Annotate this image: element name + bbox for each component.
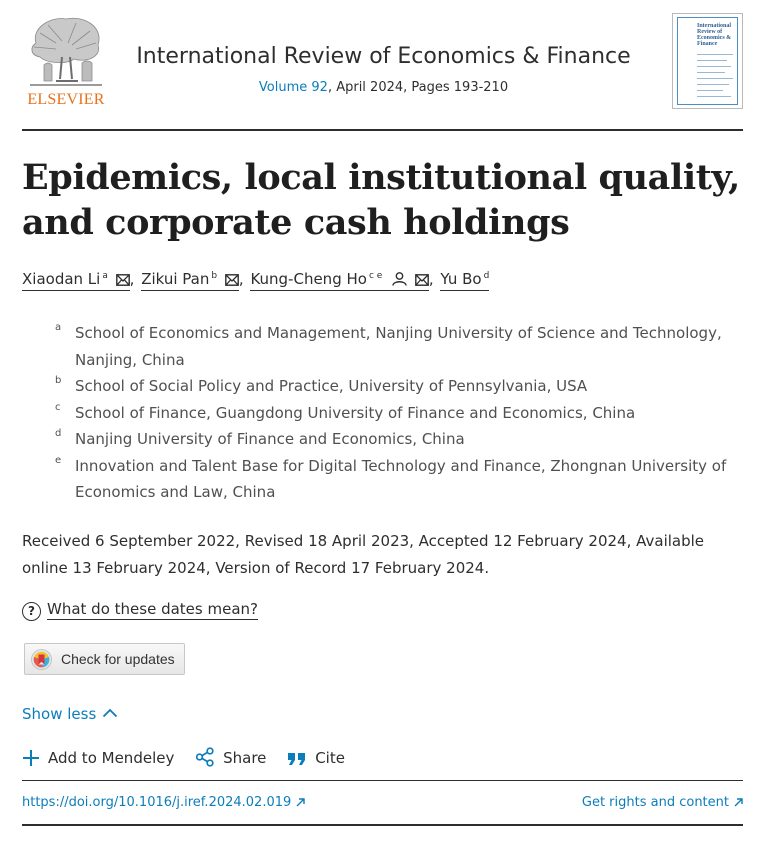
issue-details: , April 2024, Pages 193-210 <box>327 80 509 95</box>
author-link[interactable] <box>22 270 130 291</box>
add-to-mendeley-label: Add to Mendeley <box>48 749 175 767</box>
affiliation-label: c <box>55 401 61 413</box>
affiliation-item <box>55 453 735 506</box>
affiliation-label: b <box>55 375 62 386</box>
affiliation-text: Nanjing University of Finance and Economics, China <box>75 430 465 448</box>
dates-help-link[interactable] <box>22 600 258 621</box>
share-label: Share <box>223 749 267 767</box>
external-link-icon <box>734 798 743 807</box>
affiliation-label: a <box>55 322 62 333</box>
author-link[interactable] <box>141 270 239 291</box>
chevron-up-icon <box>102 708 118 718</box>
quote-icon <box>287 751 307 767</box>
volume-link[interactable]: Volume 92 <box>258 80 328 95</box>
cite-label: Cite <box>315 749 345 767</box>
crossmark-icon <box>31 649 52 670</box>
share-icon <box>195 747 215 767</box>
email-icon <box>225 274 239 286</box>
share-button[interactable] <box>195 747 266 767</box>
affiliation-ref: c e <box>368 271 383 281</box>
author-separator: , <box>129 270 135 288</box>
author-name: Zikui Pan <box>141 270 210 288</box>
author-name: Yu Bo <box>440 270 482 288</box>
cover-line <box>697 60 727 61</box>
affiliation-label: d <box>55 428 62 439</box>
affiliation-text: School of Social Policy and Practice, University of Pennsylvania, USA <box>75 377 588 395</box>
affiliation-item <box>55 400 735 427</box>
cover-line <box>697 66 731 67</box>
cover-line <box>697 72 725 73</box>
person-icon <box>392 272 407 286</box>
header-divider <box>22 129 743 131</box>
author-list <box>22 270 489 291</box>
affiliation-label: e <box>55 454 62 466</box>
affiliation-list <box>55 320 735 506</box>
check-for-updates-label: Check for updates <box>61 651 175 667</box>
author-name: Kung-Cheng Ho <box>250 270 367 288</box>
cover-title: International Review of Economics & Finance <box>697 23 732 47</box>
plus-icon <box>22 749 40 767</box>
author-separator: , <box>238 270 244 288</box>
elsevier-wordmark: ELSEVIER <box>27 91 105 108</box>
author-link[interactable] <box>250 270 428 291</box>
journal-title-link[interactable]: International Review of Economics & Finance <box>136 44 631 69</box>
email-icon <box>116 274 130 286</box>
article-history-dates: Received 6 September 2022, Revised 18 April 2023, Accepted 12 February 2024, Available online 13 February 2024, Version of Record 17 February 2024. <box>22 532 705 577</box>
author-name: Xiaodan Li <box>22 270 101 288</box>
check-for-updates-button[interactable] <box>24 643 185 675</box>
affiliation-item <box>55 426 735 453</box>
cite-button[interactable] <box>287 749 345 767</box>
cover-line <box>697 78 733 79</box>
email-icon <box>415 274 429 286</box>
add-to-mendeley-button[interactable] <box>22 749 174 767</box>
cover-line <box>697 54 733 55</box>
get-rights-label: Get rights and content <box>581 795 729 810</box>
article-actions-bar <box>22 747 361 767</box>
question-circle-icon: ? <box>22 602 41 621</box>
doi-link[interactable] <box>22 795 305 810</box>
show-less-label: Show less <box>22 705 97 723</box>
author-separator: , <box>428 270 434 288</box>
dates-help-label: What do these dates mean? <box>47 600 258 618</box>
show-less-toggle[interactable] <box>22 705 118 723</box>
affiliation-text: Innovation and Talent Base for Digital Technology and Finance, Zhongnan University of Economics and Law, China <box>75 456 727 501</box>
cover-line <box>697 90 723 91</box>
affiliation-ref: d <box>483 271 490 281</box>
cover-line <box>697 84 729 85</box>
external-link-icon <box>296 798 305 807</box>
affiliation-text: School of Finance, Guangdong University of Finance and Economics, China <box>75 403 636 422</box>
affiliation-ref: a <box>102 271 108 281</box>
author-link[interactable] <box>440 270 489 291</box>
article-title: Epidemics, local institutional quality, and corporate cash holdings <box>22 157 740 243</box>
get-rights-link[interactable] <box>582 795 743 810</box>
journal-cover-thumbnail[interactable] <box>672 13 743 109</box>
actions-divider <box>22 780 743 781</box>
footer-divider <box>22 824 743 826</box>
affiliation-item <box>55 373 735 400</box>
affiliation-text: School of Economics and Management, Nanjing University of Science and Technology, Nanjing, China <box>75 324 722 369</box>
doi-text: https://doi.org/10.1016/j.iref.2024.02.019 <box>22 795 292 810</box>
journal-issue-info <box>0 80 767 95</box>
affiliation-ref: b <box>211 271 218 281</box>
cover-line <box>697 96 731 97</box>
affiliation-item <box>55 320 735 373</box>
